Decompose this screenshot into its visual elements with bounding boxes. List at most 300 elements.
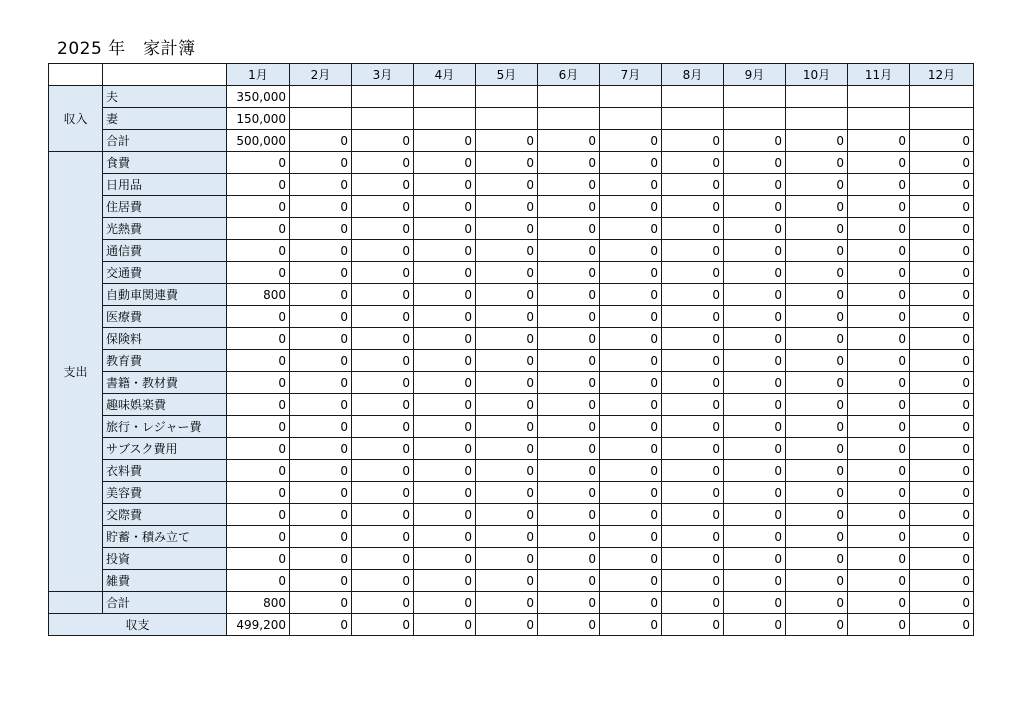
amount-cell[interactable]: 500,000 xyxy=(227,130,290,152)
amount-cell[interactable]: 0 xyxy=(227,152,290,174)
amount-cell[interactable]: 0 xyxy=(600,614,662,636)
amount-cell[interactable]: 0 xyxy=(352,284,414,306)
amount-cell[interactable]: 0 xyxy=(786,284,848,306)
expense-category-label[interactable]: 貯蓄・積み立て xyxy=(103,526,227,548)
amount-cell[interactable]: 0 xyxy=(848,372,910,394)
amount-cell[interactable]: 0 xyxy=(662,416,724,438)
amount-cell[interactable]: 0 xyxy=(848,240,910,262)
amount-cell[interactable] xyxy=(538,108,600,130)
amount-cell[interactable]: 0 xyxy=(476,196,538,218)
amount-cell[interactable]: 0 xyxy=(724,548,786,570)
amount-cell[interactable]: 0 xyxy=(538,196,600,218)
amount-cell[interactable]: 0 xyxy=(600,130,662,152)
amount-cell[interactable]: 0 xyxy=(600,570,662,592)
amount-cell[interactable]: 0 xyxy=(662,504,724,526)
amount-cell[interactable] xyxy=(910,108,974,130)
amount-cell[interactable]: 0 xyxy=(662,372,724,394)
amount-cell[interactable]: 0 xyxy=(414,394,476,416)
amount-cell[interactable]: 0 xyxy=(910,614,974,636)
amount-cell[interactable]: 0 xyxy=(786,592,848,614)
amount-cell[interactable]: 0 xyxy=(414,504,476,526)
amount-cell[interactable]: 0 xyxy=(476,570,538,592)
amount-cell[interactable]: 0 xyxy=(724,196,786,218)
amount-cell[interactable]: 0 xyxy=(848,262,910,284)
expense-category-label[interactable]: 旅行・レジャー費 xyxy=(103,416,227,438)
amount-cell[interactable]: 0 xyxy=(352,174,414,196)
amount-cell[interactable] xyxy=(476,108,538,130)
amount-cell[interactable]: 0 xyxy=(290,328,352,350)
amount-cell[interactable]: 0 xyxy=(352,592,414,614)
amount-cell[interactable]: 0 xyxy=(352,262,414,284)
amount-cell[interactable]: 0 xyxy=(600,328,662,350)
amount-cell[interactable] xyxy=(290,108,352,130)
amount-cell[interactable]: 0 xyxy=(786,306,848,328)
expense-category-label[interactable]: 教育費 xyxy=(103,350,227,372)
amount-cell[interactable]: 0 xyxy=(910,130,974,152)
amount-cell[interactable]: 0 xyxy=(476,130,538,152)
amount-cell[interactable]: 0 xyxy=(662,394,724,416)
amount-cell[interactable]: 0 xyxy=(290,284,352,306)
amount-cell[interactable]: 0 xyxy=(910,438,974,460)
amount-cell[interactable]: 0 xyxy=(352,482,414,504)
amount-cell[interactable]: 150,000 xyxy=(227,108,290,130)
amount-cell[interactable]: 0 xyxy=(352,218,414,240)
expense-category-label[interactable]: 通信費 xyxy=(103,240,227,262)
amount-cell[interactable]: 0 xyxy=(414,570,476,592)
expense-category-label[interactable]: 投資 xyxy=(103,548,227,570)
amount-cell[interactable]: 0 xyxy=(848,394,910,416)
amount-cell[interactable]: 0 xyxy=(724,526,786,548)
amount-cell[interactable]: 0 xyxy=(786,482,848,504)
amount-cell[interactable]: 0 xyxy=(290,174,352,196)
amount-cell[interactable]: 0 xyxy=(724,438,786,460)
amount-cell[interactable] xyxy=(290,86,352,108)
amount-cell[interactable]: 0 xyxy=(227,482,290,504)
amount-cell[interactable] xyxy=(538,86,600,108)
amount-cell[interactable]: 0 xyxy=(352,416,414,438)
amount-cell[interactable]: 0 xyxy=(290,218,352,240)
amount-cell[interactable]: 0 xyxy=(848,438,910,460)
amount-cell[interactable]: 0 xyxy=(290,152,352,174)
amount-cell[interactable]: 0 xyxy=(352,460,414,482)
amount-cell[interactable]: 0 xyxy=(600,218,662,240)
amount-cell[interactable]: 0 xyxy=(227,240,290,262)
amount-cell[interactable]: 0 xyxy=(786,526,848,548)
amount-cell[interactable]: 0 xyxy=(848,482,910,504)
amount-cell[interactable]: 0 xyxy=(724,394,786,416)
amount-cell[interactable]: 0 xyxy=(724,306,786,328)
amount-cell[interactable]: 800 xyxy=(227,284,290,306)
amount-cell[interactable]: 0 xyxy=(786,614,848,636)
amount-cell[interactable]: 0 xyxy=(538,592,600,614)
amount-cell[interactable]: 0 xyxy=(848,416,910,438)
amount-cell[interactable]: 0 xyxy=(538,482,600,504)
amount-cell[interactable]: 0 xyxy=(227,218,290,240)
amount-cell[interactable]: 0 xyxy=(538,526,600,548)
amount-cell[interactable]: 0 xyxy=(910,196,974,218)
expense-category-label[interactable]: 医療費 xyxy=(103,306,227,328)
expense-category-label[interactable]: 自動車関連費 xyxy=(103,284,227,306)
amount-cell[interactable]: 0 xyxy=(290,196,352,218)
amount-cell[interactable]: 0 xyxy=(414,372,476,394)
amount-cell[interactable]: 0 xyxy=(910,592,974,614)
amount-cell[interactable] xyxy=(352,108,414,130)
amount-cell[interactable]: 0 xyxy=(476,350,538,372)
amount-cell[interactable]: 0 xyxy=(724,174,786,196)
amount-cell[interactable]: 0 xyxy=(290,262,352,284)
amount-cell[interactable]: 0 xyxy=(724,218,786,240)
amount-cell[interactable]: 0 xyxy=(538,438,600,460)
amount-cell[interactable]: 0 xyxy=(227,504,290,526)
amount-cell[interactable]: 0 xyxy=(290,438,352,460)
amount-cell[interactable]: 0 xyxy=(662,548,724,570)
amount-cell[interactable]: 0 xyxy=(538,262,600,284)
expense-category-label[interactable]: 交通費 xyxy=(103,262,227,284)
amount-cell[interactable]: 0 xyxy=(724,614,786,636)
amount-cell[interactable]: 0 xyxy=(600,482,662,504)
amount-cell[interactable]: 0 xyxy=(724,130,786,152)
amount-cell[interactable]: 0 xyxy=(724,460,786,482)
amount-cell[interactable]: 0 xyxy=(538,174,600,196)
amount-cell[interactable]: 0 xyxy=(227,394,290,416)
amount-cell[interactable] xyxy=(786,108,848,130)
amount-cell[interactable]: 0 xyxy=(662,306,724,328)
amount-cell[interactable]: 0 xyxy=(786,328,848,350)
expense-category-label[interactable]: 食費 xyxy=(103,152,227,174)
amount-cell[interactable]: 0 xyxy=(600,240,662,262)
expense-category-label[interactable]: 趣味娯楽費 xyxy=(103,394,227,416)
amount-cell[interactable]: 0 xyxy=(290,460,352,482)
amount-cell[interactable] xyxy=(724,108,786,130)
amount-cell[interactable]: 0 xyxy=(227,196,290,218)
amount-cell[interactable]: 0 xyxy=(414,152,476,174)
amount-cell[interactable]: 0 xyxy=(910,394,974,416)
amount-cell[interactable]: 0 xyxy=(290,372,352,394)
amount-cell[interactable]: 0 xyxy=(662,570,724,592)
amount-cell[interactable]: 0 xyxy=(662,350,724,372)
amount-cell[interactable]: 0 xyxy=(724,152,786,174)
amount-cell[interactable]: 0 xyxy=(848,306,910,328)
amount-cell[interactable]: 0 xyxy=(600,394,662,416)
amount-cell[interactable]: 0 xyxy=(476,416,538,438)
amount-cell[interactable]: 0 xyxy=(662,328,724,350)
amount-cell[interactable]: 0 xyxy=(600,504,662,526)
amount-cell[interactable]: 0 xyxy=(910,174,974,196)
amount-cell[interactable]: 0 xyxy=(538,350,600,372)
amount-cell[interactable]: 0 xyxy=(414,614,476,636)
amount-cell[interactable]: 0 xyxy=(290,548,352,570)
amount-cell[interactable]: 0 xyxy=(538,240,600,262)
amount-cell[interactable]: 0 xyxy=(848,152,910,174)
amount-cell[interactable]: 0 xyxy=(414,460,476,482)
amount-cell[interactable]: 499,200 xyxy=(227,614,290,636)
amount-cell[interactable]: 0 xyxy=(476,592,538,614)
amount-cell[interactable] xyxy=(848,108,910,130)
amount-cell[interactable]: 0 xyxy=(848,570,910,592)
expense-category-label[interactable]: 住居費 xyxy=(103,196,227,218)
expense-category-label[interactable]: 交際費 xyxy=(103,504,227,526)
amount-cell[interactable]: 0 xyxy=(227,372,290,394)
amount-cell[interactable]: 0 xyxy=(724,416,786,438)
expense-category-label[interactable]: 日用品 xyxy=(103,174,227,196)
amount-cell[interactable]: 0 xyxy=(848,196,910,218)
amount-cell[interactable]: 0 xyxy=(600,526,662,548)
amount-cell[interactable]: 0 xyxy=(476,306,538,328)
net-balance-label[interactable]: 収支 xyxy=(49,614,227,636)
amount-cell[interactable]: 0 xyxy=(786,372,848,394)
amount-cell[interactable]: 0 xyxy=(290,504,352,526)
amount-cell[interactable]: 0 xyxy=(538,504,600,526)
amount-cell[interactable]: 0 xyxy=(227,306,290,328)
amount-cell[interactable]: 0 xyxy=(724,504,786,526)
amount-cell[interactable]: 0 xyxy=(352,548,414,570)
amount-cell[interactable]: 0 xyxy=(227,438,290,460)
amount-cell[interactable]: 0 xyxy=(414,350,476,372)
amount-cell[interactable]: 0 xyxy=(910,328,974,350)
amount-cell[interactable]: 0 xyxy=(848,130,910,152)
amount-cell[interactable]: 800 xyxy=(227,592,290,614)
amount-cell[interactable] xyxy=(414,108,476,130)
amount-cell[interactable]: 0 xyxy=(848,548,910,570)
amount-cell[interactable]: 0 xyxy=(786,174,848,196)
amount-cell[interactable]: 0 xyxy=(414,196,476,218)
amount-cell[interactable]: 0 xyxy=(662,460,724,482)
amount-cell[interactable]: 0 xyxy=(600,174,662,196)
amount-cell[interactable]: 0 xyxy=(538,284,600,306)
amount-cell[interactable]: 0 xyxy=(414,130,476,152)
amount-cell[interactable]: 0 xyxy=(538,130,600,152)
amount-cell[interactable]: 0 xyxy=(910,284,974,306)
amount-cell[interactable]: 0 xyxy=(910,570,974,592)
amount-cell[interactable]: 0 xyxy=(662,438,724,460)
amount-cell[interactable]: 0 xyxy=(786,240,848,262)
amount-cell[interactable]: 0 xyxy=(290,614,352,636)
amount-cell[interactable] xyxy=(414,86,476,108)
amount-cell[interactable]: 0 xyxy=(848,174,910,196)
amount-cell[interactable]: 0 xyxy=(352,350,414,372)
amount-cell[interactable]: 0 xyxy=(352,504,414,526)
amount-cell[interactable]: 0 xyxy=(476,328,538,350)
amount-cell[interactable]: 0 xyxy=(538,394,600,416)
amount-cell[interactable]: 0 xyxy=(414,262,476,284)
amount-cell[interactable]: 0 xyxy=(600,548,662,570)
amount-cell[interactable]: 0 xyxy=(290,416,352,438)
amount-cell[interactable]: 0 xyxy=(600,372,662,394)
amount-cell[interactable]: 0 xyxy=(414,438,476,460)
expense-category-label[interactable]: 書籍・教材費 xyxy=(103,372,227,394)
amount-cell[interactable]: 0 xyxy=(227,416,290,438)
amount-cell[interactable]: 0 xyxy=(352,130,414,152)
amount-cell[interactable]: 0 xyxy=(290,394,352,416)
amount-cell[interactable]: 0 xyxy=(352,394,414,416)
amount-cell[interactable]: 0 xyxy=(600,416,662,438)
amount-cell[interactable]: 0 xyxy=(662,526,724,548)
amount-cell[interactable]: 0 xyxy=(786,504,848,526)
amount-cell[interactable] xyxy=(600,86,662,108)
amount-cell[interactable]: 0 xyxy=(227,460,290,482)
amount-cell[interactable]: 0 xyxy=(538,614,600,636)
amount-cell[interactable]: 0 xyxy=(538,328,600,350)
amount-cell[interactable]: 0 xyxy=(910,460,974,482)
amount-cell[interactable] xyxy=(476,86,538,108)
amount-cell[interactable]: 0 xyxy=(662,174,724,196)
amount-cell[interactable]: 0 xyxy=(227,262,290,284)
amount-cell[interactable]: 0 xyxy=(910,416,974,438)
amount-cell[interactable]: 0 xyxy=(662,196,724,218)
amount-cell[interactable]: 0 xyxy=(227,328,290,350)
amount-cell[interactable]: 0 xyxy=(600,592,662,614)
amount-cell[interactable]: 0 xyxy=(724,482,786,504)
amount-cell[interactable]: 0 xyxy=(414,218,476,240)
amount-cell[interactable] xyxy=(910,86,974,108)
expense-category-label[interactable]: 美容費 xyxy=(103,482,227,504)
expense-category-label[interactable]: 雑費 xyxy=(103,570,227,592)
amount-cell[interactable]: 0 xyxy=(538,372,600,394)
amount-cell[interactable]: 0 xyxy=(600,262,662,284)
amount-cell[interactable]: 0 xyxy=(476,548,538,570)
expense-category-label[interactable]: 光熱費 xyxy=(103,218,227,240)
amount-cell[interactable]: 0 xyxy=(786,196,848,218)
amount-cell[interactable]: 0 xyxy=(848,526,910,548)
amount-cell[interactable]: 0 xyxy=(724,570,786,592)
amount-cell[interactable]: 0 xyxy=(414,548,476,570)
amount-cell[interactable]: 0 xyxy=(848,460,910,482)
amount-cell[interactable]: 0 xyxy=(662,284,724,306)
expense-total-label[interactable]: 合計 xyxy=(103,592,227,614)
amount-cell[interactable]: 0 xyxy=(352,438,414,460)
amount-cell[interactable]: 0 xyxy=(600,196,662,218)
amount-cell[interactable]: 0 xyxy=(910,548,974,570)
amount-cell[interactable] xyxy=(724,86,786,108)
amount-cell[interactable]: 0 xyxy=(538,460,600,482)
amount-cell[interactable]: 0 xyxy=(290,570,352,592)
amount-cell[interactable]: 0 xyxy=(848,328,910,350)
amount-cell[interactable]: 0 xyxy=(600,306,662,328)
amount-cell[interactable]: 0 xyxy=(724,240,786,262)
amount-cell[interactable]: 0 xyxy=(414,482,476,504)
amount-cell[interactable]: 0 xyxy=(662,592,724,614)
amount-cell[interactable]: 0 xyxy=(476,438,538,460)
amount-cell[interactable]: 0 xyxy=(848,614,910,636)
amount-cell[interactable]: 0 xyxy=(414,526,476,548)
amount-cell[interactable]: 0 xyxy=(290,482,352,504)
amount-cell[interactable]: 0 xyxy=(786,416,848,438)
amount-cell[interactable]: 0 xyxy=(476,152,538,174)
amount-cell[interactable]: 0 xyxy=(600,350,662,372)
income-category-label[interactable]: 夫 xyxy=(103,86,227,108)
expense-category-label[interactable]: 衣料費 xyxy=(103,460,227,482)
amount-cell[interactable]: 0 xyxy=(848,284,910,306)
amount-cell[interactable]: 0 xyxy=(414,174,476,196)
amount-cell[interactable]: 0 xyxy=(476,526,538,548)
amount-cell[interactable]: 0 xyxy=(786,438,848,460)
amount-cell[interactable]: 0 xyxy=(786,548,848,570)
amount-cell[interactable]: 0 xyxy=(848,218,910,240)
amount-cell[interactable]: 0 xyxy=(662,482,724,504)
amount-cell[interactable]: 0 xyxy=(600,438,662,460)
amount-cell[interactable]: 0 xyxy=(786,218,848,240)
amount-cell[interactable]: 0 xyxy=(414,240,476,262)
amount-cell[interactable]: 0 xyxy=(538,306,600,328)
amount-cell[interactable]: 0 xyxy=(414,416,476,438)
amount-cell[interactable]: 0 xyxy=(538,548,600,570)
amount-cell[interactable]: 0 xyxy=(910,218,974,240)
amount-cell[interactable]: 0 xyxy=(910,306,974,328)
amount-cell[interactable]: 0 xyxy=(848,350,910,372)
amount-cell[interactable]: 0 xyxy=(786,262,848,284)
amount-cell[interactable]: 0 xyxy=(290,350,352,372)
amount-cell[interactable]: 0 xyxy=(227,174,290,196)
amount-cell[interactable]: 0 xyxy=(848,504,910,526)
amount-cell[interactable]: 0 xyxy=(724,284,786,306)
amount-cell[interactable]: 0 xyxy=(600,284,662,306)
amount-cell[interactable]: 0 xyxy=(414,306,476,328)
amount-cell[interactable]: 0 xyxy=(352,614,414,636)
amount-cell[interactable]: 0 xyxy=(290,130,352,152)
amount-cell[interactable]: 0 xyxy=(662,240,724,262)
amount-cell[interactable]: 0 xyxy=(910,240,974,262)
amount-cell[interactable]: 0 xyxy=(352,526,414,548)
amount-cell[interactable]: 0 xyxy=(538,218,600,240)
amount-cell[interactable]: 0 xyxy=(476,482,538,504)
amount-cell[interactable]: 0 xyxy=(910,482,974,504)
amount-cell[interactable]: 0 xyxy=(724,350,786,372)
amount-cell[interactable]: 0 xyxy=(786,130,848,152)
amount-cell[interactable]: 0 xyxy=(352,306,414,328)
amount-cell[interactable]: 0 xyxy=(227,350,290,372)
amount-cell[interactable]: 0 xyxy=(786,394,848,416)
expense-category-label[interactable]: サブスク費用 xyxy=(103,438,227,460)
amount-cell[interactable]: 0 xyxy=(538,416,600,438)
amount-cell[interactable] xyxy=(662,86,724,108)
amount-cell[interactable]: 0 xyxy=(476,460,538,482)
income-category-label[interactable]: 妻 xyxy=(103,108,227,130)
amount-cell[interactable]: 0 xyxy=(600,460,662,482)
amount-cell[interactable] xyxy=(352,86,414,108)
amount-cell[interactable]: 0 xyxy=(910,504,974,526)
amount-cell[interactable]: 0 xyxy=(724,328,786,350)
amount-cell[interactable]: 0 xyxy=(476,240,538,262)
amount-cell[interactable]: 0 xyxy=(414,328,476,350)
amount-cell[interactable] xyxy=(786,86,848,108)
amount-cell[interactable]: 0 xyxy=(662,218,724,240)
amount-cell[interactable]: 0 xyxy=(476,394,538,416)
amount-cell[interactable]: 0 xyxy=(662,130,724,152)
amount-cell[interactable]: 0 xyxy=(910,350,974,372)
amount-cell[interactable]: 0 xyxy=(538,152,600,174)
amount-cell[interactable]: 0 xyxy=(352,152,414,174)
amount-cell[interactable]: 0 xyxy=(724,262,786,284)
amount-cell[interactable] xyxy=(600,108,662,130)
income-total-label[interactable]: 合計 xyxy=(103,130,227,152)
amount-cell[interactable]: 0 xyxy=(910,152,974,174)
amount-cell[interactable]: 0 xyxy=(476,372,538,394)
amount-cell[interactable]: 0 xyxy=(414,284,476,306)
amount-cell[interactable] xyxy=(662,108,724,130)
amount-cell[interactable]: 0 xyxy=(848,592,910,614)
expense-category-label[interactable]: 保険料 xyxy=(103,328,227,350)
amount-cell[interactable]: 0 xyxy=(227,548,290,570)
amount-cell[interactable]: 0 xyxy=(662,262,724,284)
amount-cell[interactable]: 0 xyxy=(290,306,352,328)
amount-cell[interactable]: 0 xyxy=(476,504,538,526)
amount-cell[interactable]: 350,000 xyxy=(227,86,290,108)
amount-cell[interactable]: 0 xyxy=(352,196,414,218)
amount-cell[interactable]: 0 xyxy=(476,218,538,240)
amount-cell[interactable]: 0 xyxy=(476,174,538,196)
amount-cell[interactable]: 0 xyxy=(290,526,352,548)
amount-cell[interactable]: 0 xyxy=(352,328,414,350)
